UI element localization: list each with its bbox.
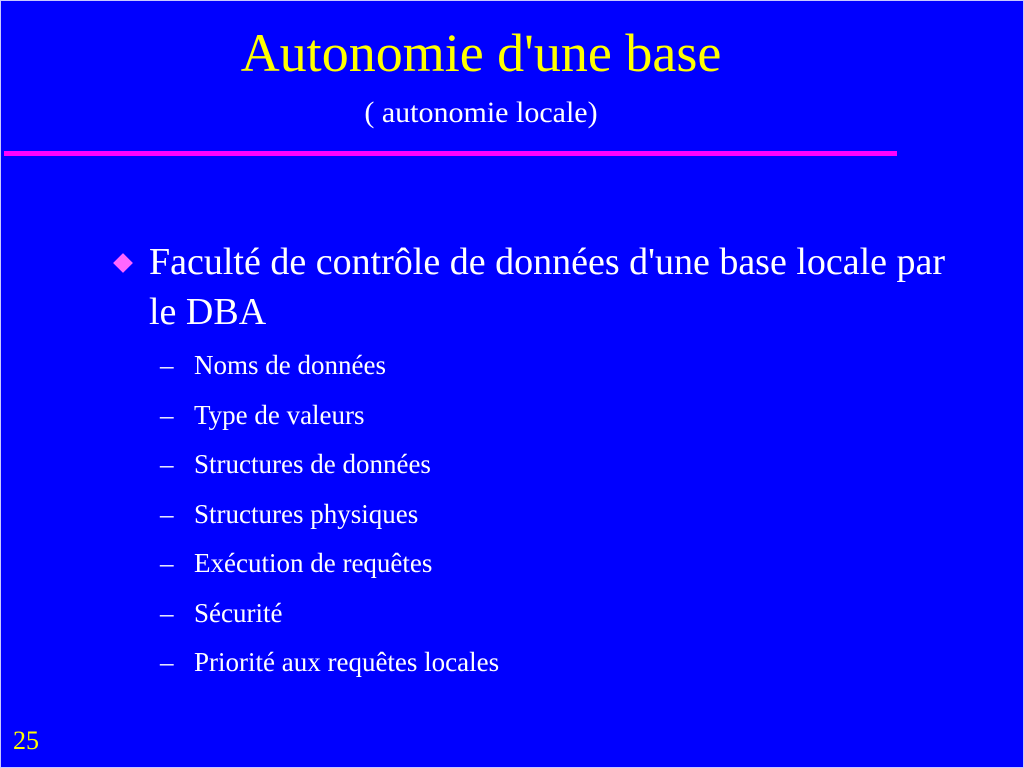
sub-bullet-text: Structures de données [194, 449, 431, 479]
sub-bullet-text: Type de valeurs [194, 399, 365, 430]
sub-bullet-item [111, 341, 951, 391]
slide-number: 25 [13, 726, 39, 755]
bullet-list [111, 237, 951, 688]
title-divider [4, 151, 897, 156]
sub-bullet-text: Sécurité [194, 597, 283, 628]
slide-title: Autonomie d'une base [240, 23, 722, 83]
main-bullet-text: Faculté de contrôle de données d'une base locale par le DBA [149, 241, 946, 333]
sub-bullet-text: Noms de données [194, 350, 386, 380]
sub-bullet-item [111, 539, 951, 589]
sub-bullet-item [111, 440, 951, 490]
dash-bullet-icon: – [160, 548, 174, 578]
dash-bullet-icon: – [160, 399, 174, 430]
sub-bullet-text: Exécution de requêtes [194, 548, 433, 578]
sub-bullet-list [111, 341, 951, 688]
sub-bullet-text: Priorité aux requêtes locales [194, 647, 500, 677]
dash-bullet-icon: – [160, 498, 174, 529]
sub-bullet-text: Structures physiques [194, 498, 419, 529]
sub-bullet-item [111, 638, 951, 688]
sub-bullet-item [111, 490, 951, 540]
dash-bullet-icon: – [160, 350, 174, 380]
dash-bullet-icon: – [160, 597, 174, 628]
dash-bullet-icon: – [160, 647, 174, 677]
main-bullet [111, 237, 951, 337]
slide-subtitle: ( autonomie locale) [364, 96, 598, 129]
dash-bullet-icon: – [160, 449, 174, 479]
sub-bullet-item [111, 391, 951, 441]
diamond-bullet-icon [113, 253, 133, 273]
sub-bullet-item [111, 589, 951, 639]
